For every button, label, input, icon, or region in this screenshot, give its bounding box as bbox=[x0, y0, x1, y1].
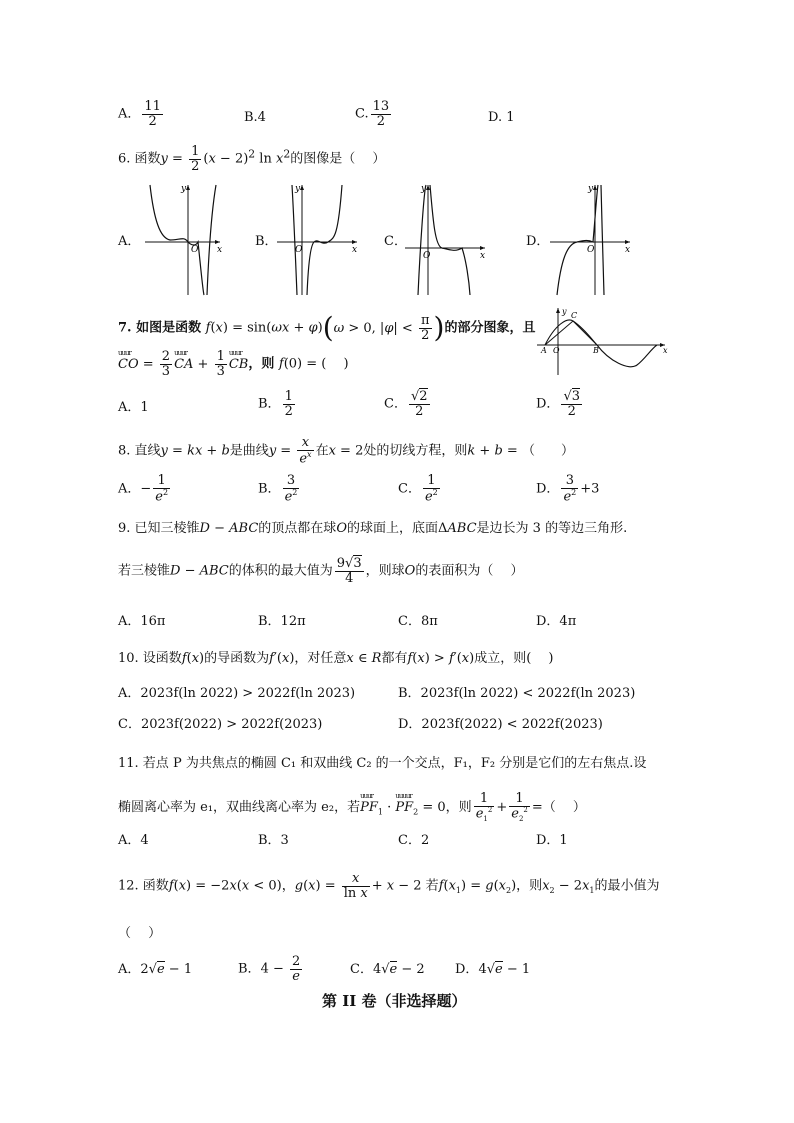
q7-option-d: D． $\frac{√3}{2}$ bbox=[536, 389, 581, 419]
q7-option-a: A．1 bbox=[118, 400, 149, 415]
q10-option-a: A．2023f(ln 2022) > 2022f(ln 2023) bbox=[118, 686, 356, 701]
q8-option-a: A．− $\frac{1}{e^2}$ bbox=[118, 473, 169, 504]
q8-option-b: B． $\frac{3}{e^2}$ bbox=[258, 473, 298, 504]
q7-figure bbox=[533, 305, 673, 380]
svg-text:O: O bbox=[295, 245, 303, 255]
q10-option-c: C．2023f(2022) > 2022f(2023) bbox=[118, 717, 323, 732]
q6-option-c-label: C． bbox=[384, 234, 407, 249]
q6-option-a-label: A． bbox=[118, 234, 141, 249]
q12-stem: 12. 函数f(x) = −2x(x < 0)，g(x) = $\frac{x}{\text{ln x}}$ + x − 2 若$f(x_1) = g(x_2)$，则$x_2 - 2x_1$的最小值为 bbox=[118, 871, 660, 901]
svg-text:y: y bbox=[295, 184, 301, 194]
svg-text:O: O bbox=[587, 245, 595, 255]
q5-option-d: D. 1 bbox=[488, 110, 515, 125]
q8-option-c: C． $\frac{1}{e^2}$ bbox=[398, 473, 438, 504]
svg-text:x: x bbox=[217, 245, 223, 255]
q12-option-c: C．4√e − 2 bbox=[350, 962, 425, 977]
svg-text:C: C bbox=[571, 311, 578, 320]
q5-option-b: B.4 bbox=[244, 110, 266, 125]
q6-graph-b bbox=[272, 180, 362, 300]
q9-option-a: A．16π bbox=[118, 614, 166, 629]
svg-text:O: O bbox=[423, 251, 431, 261]
q9-stem-line1: 9. 已知三棱锥D − ABC的顶点都在球O的球面上，底面ΔABC是边长为 3 的等边三角形. bbox=[118, 521, 628, 536]
q12-option-b: B．4 − $\frac{2}{e}$ bbox=[238, 954, 301, 984]
q11-option-d: D．1 bbox=[536, 833, 568, 848]
q11-option-b: B．3 bbox=[258, 833, 289, 848]
q6-option-b-label: B． bbox=[255, 234, 278, 249]
svg-text:y: y bbox=[421, 184, 427, 194]
svg-text:x: x bbox=[480, 251, 486, 261]
section-title: 第 II 卷（非选择题） bbox=[322, 992, 467, 1010]
q12-option-d: D．4√e − 1 bbox=[455, 962, 531, 977]
q9-stem-line2: 若三棱锥D − ABC的体积的最大值为 $\frac{9√3}{4}$ ，则球O的表面积为（ ） bbox=[118, 556, 524, 586]
svg-text:O: O bbox=[553, 346, 560, 355]
q8-option-d: D． $\frac{3}{e^2}$ +3 bbox=[536, 473, 600, 504]
q12-stem-line2: （ ） bbox=[118, 926, 162, 941]
svg-text:y: y bbox=[181, 184, 187, 194]
q6-graph-a bbox=[140, 180, 225, 300]
svg-text:y: y bbox=[562, 307, 567, 316]
q5-option-c: C. $\frac{13}{2}$ bbox=[355, 99, 390, 129]
q12-option-a: A．2√e − 1 bbox=[118, 962, 193, 977]
q8-stem: 8. 直线y = kx + b是曲线y = $\frac{x}{e^x}$ 在x = 2处的切线方程，则k + b = （ ） bbox=[118, 435, 574, 466]
q7-option-b: B． $\frac{1}{2}$ bbox=[258, 389, 293, 419]
svg-text:y: y bbox=[588, 184, 594, 194]
svg-text:O: O bbox=[191, 245, 199, 255]
q11-option-c: C．2 bbox=[398, 833, 430, 848]
svg-text:x: x bbox=[352, 245, 358, 255]
svg-text:x: x bbox=[663, 346, 668, 355]
q7-option-c: C． $\frac{√2}{2}$ bbox=[384, 389, 428, 419]
q11-stem-line1: 11. 若点 P 为共焦点的椭圆 C₁ 和双曲线 C₂ 的一个交点，F₁，F₂ 分别是它们的左右焦点.设 bbox=[118, 756, 647, 771]
q6-graph-c bbox=[400, 180, 490, 300]
svg-text:A: A bbox=[541, 346, 547, 355]
q9-option-b: B．12π bbox=[258, 614, 306, 629]
q10-option-b: B．2023f(ln 2022) < 2022f(ln 2023) bbox=[398, 686, 636, 701]
q9-option-d: D．4π bbox=[536, 614, 577, 629]
q6-graph-d bbox=[545, 180, 635, 300]
q7-stem-line2: uuur CO = $\frac{2}{3}$ uuur CA + $\frac{1}{3}$ uuur CB，则 f(0) = ( ) bbox=[118, 348, 349, 379]
q6-option-d-label: D． bbox=[526, 234, 550, 249]
q5-option-a: A． $\frac{11}{2}$ bbox=[118, 99, 161, 129]
q11-stem-line2: 椭圆离心率为 e₁，双曲线离心率为 e₂，若 uuur $PF_1$ · uuuur $PF_2 = 0$，则 $\frac{1}{e_1^2}$ + $\frac{1}{e_2^2}$ =（ ） bbox=[118, 791, 586, 823]
svg-text:B: B bbox=[593, 346, 599, 355]
q11-option-a: A．4 bbox=[118, 833, 149, 848]
svg-text:x: x bbox=[625, 245, 631, 255]
q6-stem: 6. 函数y = $\frac{1}{2}$ $(x - 2)^2$ $\ln x^2$的图像是（ ） bbox=[118, 144, 386, 174]
q10-stem: 10. 设函数f(x)的导函数为f′(x)，对任意x ∈ R都有f(x) > f′(x)成立，则( ) bbox=[118, 651, 554, 666]
q9-option-c: C．8π bbox=[398, 614, 438, 629]
q7-stem: 7. 如图是函数 f(x) = sin(ωx + φ)(ω > 0, |φ| < $\frac{\pi}{2}$ )的部分图象，且 bbox=[118, 311, 536, 345]
q10-option-d: D．2023f(2022) < 2022f(2023) bbox=[398, 717, 603, 732]
